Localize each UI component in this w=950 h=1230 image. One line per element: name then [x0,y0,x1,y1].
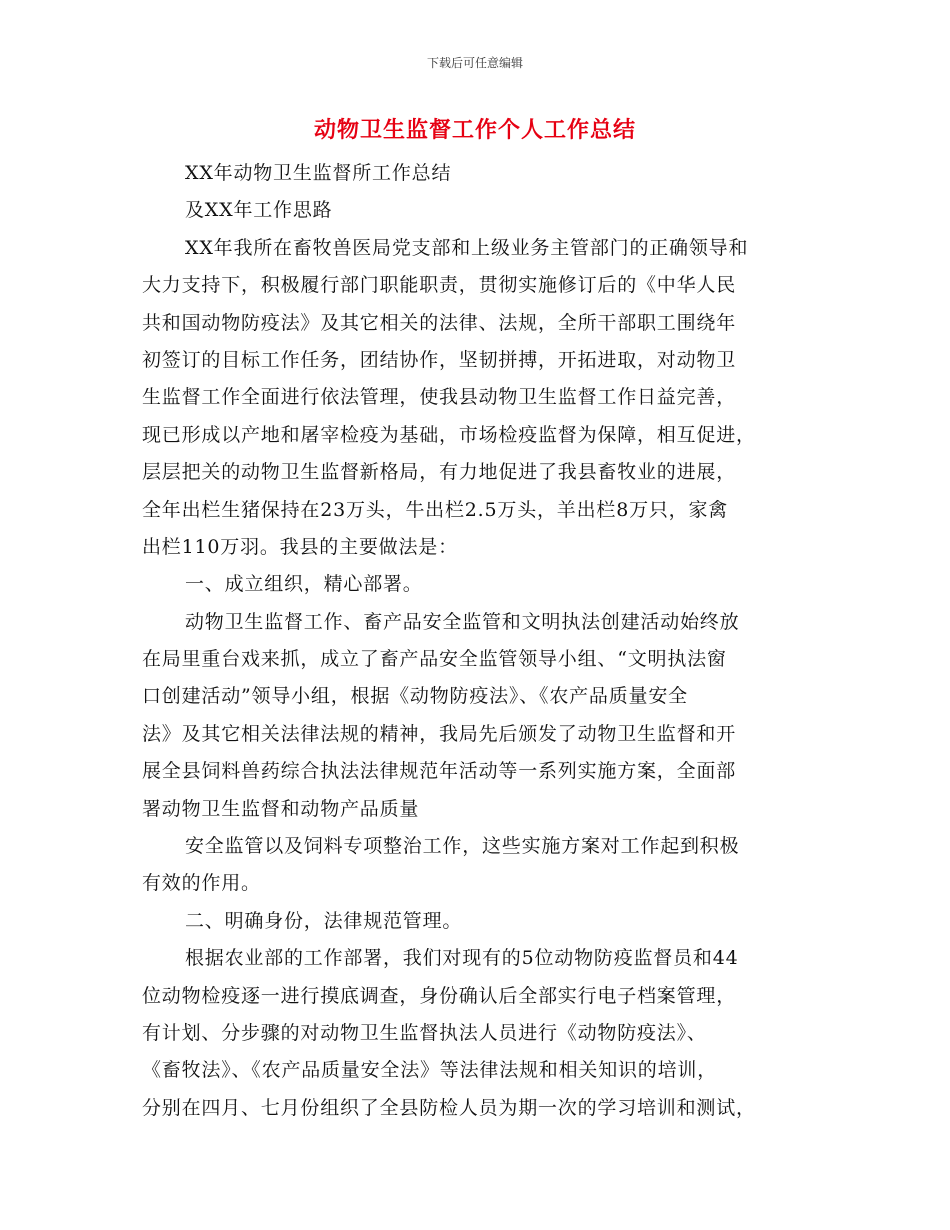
paragraph-line: 有计划、分步骤的对动物卫生监督执法人员进行《动物防疫法》、 [142,1021,707,1044]
paragraph-line: 展全县饲料兽药综合执法法律规范年活动等一系列实施方案，全面部 [142,760,737,783]
paragraph-line: 《畜牧法》、《农产品质量安全法》等法律法规和相关知识的培训， [142,1059,718,1082]
paragraph-line: 初签订的目标工作任务，团结协作，坚韧拼搏，开拓进取，对动物卫 [142,348,737,371]
paragraph-line: 署动物卫生监督和动物产品质量 [142,797,420,820]
paragraph-line: 全年出栏生猪保持在23万头，牛出栏2.5万头，羊出栏8万只，家禽 [142,498,729,521]
paragraph-line: 安全监管以及饲料专项整治工作，这些实施方案对工作起到积极 [185,835,740,858]
paragraph-line: 动物卫生监督工作、畜产品安全监管和文明执法创建活动始终放 [185,610,740,633]
paragraph-line: 位动物检疫逐一进行摸底调查，身份确认后全部实行电子档案管理， [142,984,737,1007]
paragraph-line: 口创建活动”领导小组，根据《动物防疫法》、《农产品质量安全 [142,685,688,708]
paragraph-line: 大力支持下，积极履行部门职能职责，贯彻实施修订后的《中华人民 [142,274,737,297]
header-note: 下载后可任意编辑 [426,56,523,70]
paragraph-line: 有效的作用。 [142,872,261,895]
paragraph-line: 分别在四月、七月份组织了全县防检人员为期一次的学习培训和测试， [142,1096,756,1119]
document-body [142,155,802,1127]
paragraph-line: 根据农业部的工作部署，我们对现有的5位动物防疫监督员和44 [185,947,739,970]
paragraph-line: 现已形成以产地和屠宰检疫为基础，市场检疫监督为保障，相互促进， [142,423,756,446]
section-heading: 二、明确身份，法律规范管理。 [185,909,463,932]
paragraph-line: 在局里重台戏来抓，成立了畜产品安全监管领导小组、“文明执法窗 [142,648,727,671]
paragraph-line: 层层把关的动物卫生监督新格局，有力地促进了我县畜牧业的进展， [142,461,737,484]
paragraph-line: 出栏110万羽。我县的主要做法是： [142,535,458,558]
subtitle-line: 及XX年工作思路 [185,199,333,222]
paragraph-line: 共和国动物防疫法》及其它相关的法律、法规，全所干部职工围绕年 [142,311,737,334]
paragraph-line: 法》及其它相关法律法规的精神，我局先后颁发了动物卫生监督和开 [142,722,737,745]
document-title: 动物卫生监督工作个人工作总结 [313,117,636,143]
paragraph-line: XX年我所在畜牧兽医局党支部和上级业务主管部门的正确领导和 [185,236,749,259]
paragraph-line: 生监督工作全面进行依法管理，使我县动物卫生监督工作日益完善， [142,386,737,409]
subtitle-line: XX年动物卫生监督所工作总结 [185,162,452,184]
section-heading: 一、成立组织，精心部署。 [185,573,423,596]
